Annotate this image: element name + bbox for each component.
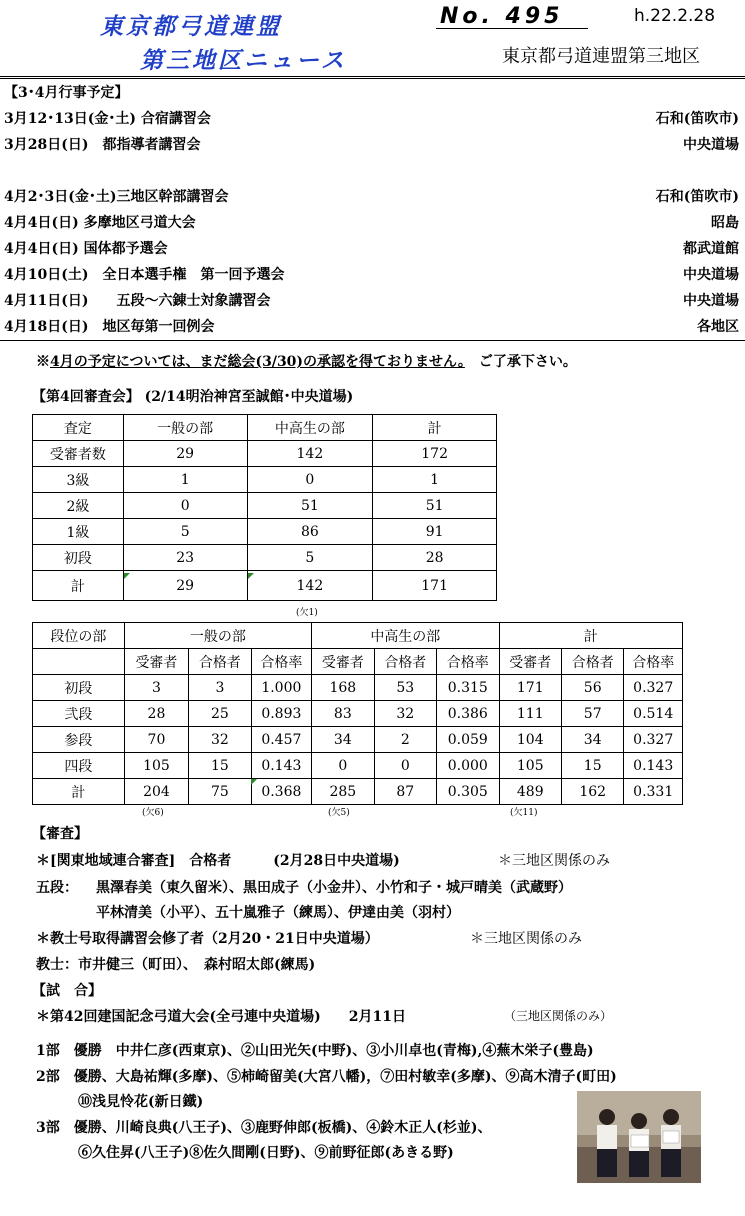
table-cell: 28 [373,545,497,571]
kyoshi-title: ＊教士号取得講習会修了者（2月20・21日中央道場） [36,931,379,947]
table-cell: 1級 [33,519,124,545]
schedule-place: 昭島 [711,215,739,231]
table-cell: 5 [123,519,247,545]
result-line: 2部 優勝、大島祐輝(多摩)、⑤柿崎留美(大宮八幡)，⑦田村敏幸(多摩)、⑨高木清子(町田) [36,1069,617,1085]
column-header: 合格者 [561,649,623,675]
note-prefix: ※ [36,354,50,370]
table-cell: 0.143 [624,753,683,779]
column-header: 受審者 [124,649,188,675]
table-cell: 104 [499,727,561,753]
schedule-event: 4月4日(日) 国体都予選会 [4,241,168,257]
exam-table-kyu [32,414,497,601]
table-cell: 172 [373,441,497,467]
table-cell: 3級 [33,467,124,493]
column-header: 受審者 [312,649,374,675]
cell-comment-marker [251,779,257,785]
shiai-title: 【試 合】 [32,983,102,999]
table-cell: 1.000 [251,675,311,701]
table-cell-empty [33,649,125,675]
cell-comment-marker [124,573,130,579]
column-header: 一般の部 [124,623,311,649]
table-cell: 29 [123,571,247,601]
schedule-event: 4月11日(日) 五段～六錬士対象講習会 [4,293,271,309]
table-cell: 0.305 [437,779,499,805]
kyoshi-note: ＊三地区関係のみ [470,931,582,947]
table-group-header-row [33,623,683,649]
absent-note: (欠1) [296,608,318,618]
shiai-event-title: ＊第42回建国記念弓道大会(全弓連中央道場) 2月11日 [36,1009,406,1025]
table-cell: 51 [247,493,373,519]
table-cell: 2 [374,727,436,753]
table-cell: 弐段 [33,701,125,727]
table-cell: 86 [247,519,373,545]
table-cell: 初段 [33,545,124,571]
table-row [33,519,497,545]
table-cell: 3 [124,675,188,701]
result-line: ⑥久住昇(八王子)⑧佐久間剛(日野)、⑨前野征郎(あきる野) [36,1145,454,1161]
table-cell: 105 [499,753,561,779]
table-cell: 0.368 [251,779,311,805]
schedule-title-row [0,80,745,107]
table-cell: 参段 [33,727,125,753]
table-cell: 0.331 [624,779,683,805]
table-cell: 285 [312,779,374,805]
table-cell: 0 [312,753,374,779]
schedule-place: 石和(笛吹市) [655,189,739,205]
table-cell: 168 [312,675,374,701]
absent-note: (欠5) [328,808,350,818]
table-cell: 15 [189,753,251,779]
schedule-place: 中央道場 [683,293,739,309]
table-cell: 32 [189,727,251,753]
table-cell: 162 [561,779,623,805]
schedule-event: 4月10日(土) 全日本選手権 第一回予選会 [4,267,285,283]
kyoshi-line: 教士：市井健三（町田）、 森村昭太郎(練馬) [36,957,316,973]
schedule-row [0,288,745,315]
column-header: 一般の部 [123,415,247,441]
note-underlined: 4月の予定については、まだ総会(3/30)の承認を得ておりません。 [50,354,465,370]
table-cell: 53 [374,675,436,701]
table-cell: 87 [374,779,436,805]
table-cell: 0 [123,493,247,519]
table-cell: 1 [123,467,247,493]
godan-line2: 平林清美（小平）、五十嵐雅子（練馬）、伊達由美（羽村） [96,905,460,921]
table-cell: 0.327 [624,675,683,701]
schedule-event: 4月18日(日) 地区毎第一回例会 [4,319,215,335]
table-sub-header-row [33,649,683,675]
table-cell: 111 [499,701,561,727]
result-line: ⑩浅見怜花(新日鐵) [36,1094,204,1110]
table-cell: 2級 [33,493,124,519]
table-cell: 0 [374,753,436,779]
table-cell: 105 [124,753,188,779]
column-header: 計 [373,415,497,441]
table-cell: 0.386 [437,701,499,727]
table-cell: 171 [499,675,561,701]
table-cell: 23 [123,545,247,571]
table-cell: 四段 [33,753,125,779]
column-header: 合格率 [251,649,311,675]
table-cell: 57 [561,701,623,727]
column-header: 段位の部 [33,623,125,649]
kanto-title: ＊[関東地域連合審査] 合格者 (2月28日中央道場) [36,853,400,869]
table-cell: 91 [373,519,497,545]
schedule-event: 3月12･13日(金･土) 合宿講習会 [4,111,211,127]
award-photo [577,1091,701,1183]
table-row [33,753,683,779]
table-cell: 受審者数 [33,441,124,467]
table-cell: 0.514 [624,701,683,727]
table-row [33,493,497,519]
table-cell: 25 [189,701,251,727]
result-line: 3部 優勝、川崎良典(八王子)、③鹿野伸郎(板橋)、④鈴木正人(杉並)、 [36,1120,492,1136]
table-header-row [33,415,497,441]
table-cell: 5 [247,545,373,571]
schedule-place: 中央道場 [683,267,739,283]
table-cell: 83 [312,701,374,727]
table-cell: 0.143 [251,753,311,779]
table-cell: 0.315 [437,675,499,701]
brand-line2: 第三地区ニュース [140,48,347,74]
schedule-place: 石和(笛吹市) [655,111,739,127]
absent-note: (欠11) [510,808,538,818]
schedule-place: 各地区 [697,319,739,335]
table-row [33,701,683,727]
absent-note: (欠6) [142,808,164,818]
result-line: 1部 優勝 中井仁彦(西東京)、②山田光矢(中野)、③小川卓也(青梅),④蕪木栄子(豊島) [36,1043,594,1059]
schedule-row [0,314,745,341]
kanto-note: ＊三地区関係のみ [498,853,610,869]
godan-label: 五段： [36,880,78,896]
godan-line1: 黒澤春美（東久留米）、黒田成子（小金井）、小竹和子・城戸晴美（武蔵野） [96,880,572,896]
table-cell: 204 [124,779,188,805]
table-cell: 171 [373,571,497,601]
award-photo-image [577,1091,701,1183]
table-cell: 3 [189,675,251,701]
column-header: 合格者 [189,649,251,675]
exam-table-dan [32,622,683,805]
schedule-row [0,210,745,237]
table-row [33,545,497,571]
org-name: 東京都弓道連盟第三地区 [502,46,700,67]
table-cell: 142 [247,441,373,467]
table-cell: 計 [33,571,124,601]
column-header: 合格率 [437,649,499,675]
table-cell: 0.059 [437,727,499,753]
table-cell: 51 [373,493,497,519]
issue-date: h.22.2.28 [634,6,716,26]
table-total-row [33,779,683,805]
table-row [33,467,497,493]
table-cell: 1 [373,467,497,493]
header-rule [0,76,745,79]
cell-comment-marker [248,573,254,579]
column-header: 合格率 [624,649,683,675]
exam-title: 【第4回審査会】 (2/14明治神宮至誠館･中央道場) [32,389,354,405]
table-row [33,727,683,753]
schedule-event: 4月2･3日(金･土)三地区幹部講習会 [4,189,229,205]
table-cell: 0.327 [624,727,683,753]
schedule-row [0,184,745,211]
table-cell: 初段 [33,675,125,701]
schedule-place: 中央道場 [683,137,739,153]
table-row [33,441,497,467]
issue-underline [436,28,588,29]
schedule-row [0,106,745,133]
table-cell: 0.457 [251,727,311,753]
table-cell: 34 [561,727,623,753]
schedule-title: 【3･4月行事予定】 [4,85,129,101]
table-cell: 0.893 [251,701,311,727]
column-header: 中高生の部 [247,415,373,441]
schedule-spacer-row [0,158,745,185]
schedule-row [0,262,745,289]
column-header: 受審者 [499,649,561,675]
table-cell: 28 [124,701,188,727]
issue-number: No. 495 [440,4,564,29]
table-cell: 75 [189,779,251,805]
table-cell: 489 [499,779,561,805]
table-row [33,675,683,701]
table-total-row [33,571,497,601]
note-suffix: ご了承下さい。 [478,354,577,370]
table-cell: 70 [124,727,188,753]
table-cell: 32 [374,701,436,727]
table-cell: 計 [33,779,125,805]
schedule-row [0,132,745,159]
column-header: 合格者 [374,649,436,675]
schedule-place: 都武道館 [683,241,739,257]
table-cell: 0 [247,467,373,493]
schedule-event: 3月28日(日) 都指導者講習会 [4,137,201,153]
column-header: 計 [499,623,682,649]
column-header: 査定 [33,415,124,441]
table-cell: 0.000 [437,753,499,779]
table-cell: 29 [123,441,247,467]
table-cell: 142 [247,571,373,601]
table-cell: 34 [312,727,374,753]
schedule-row [0,236,745,263]
shinsa-title: 【審査】 [32,826,88,842]
table-cell: 15 [561,753,623,779]
table-cell: 56 [561,675,623,701]
column-header: 中高生の部 [312,623,499,649]
shiai-event-note: （三地区関係のみ） [504,1009,613,1023]
brand-line1: 東京都弓道連盟 [100,14,282,40]
schedule-event: 4月4日(日) 多摩地区弓道大会 [4,215,196,231]
schedule-note [36,351,577,371]
